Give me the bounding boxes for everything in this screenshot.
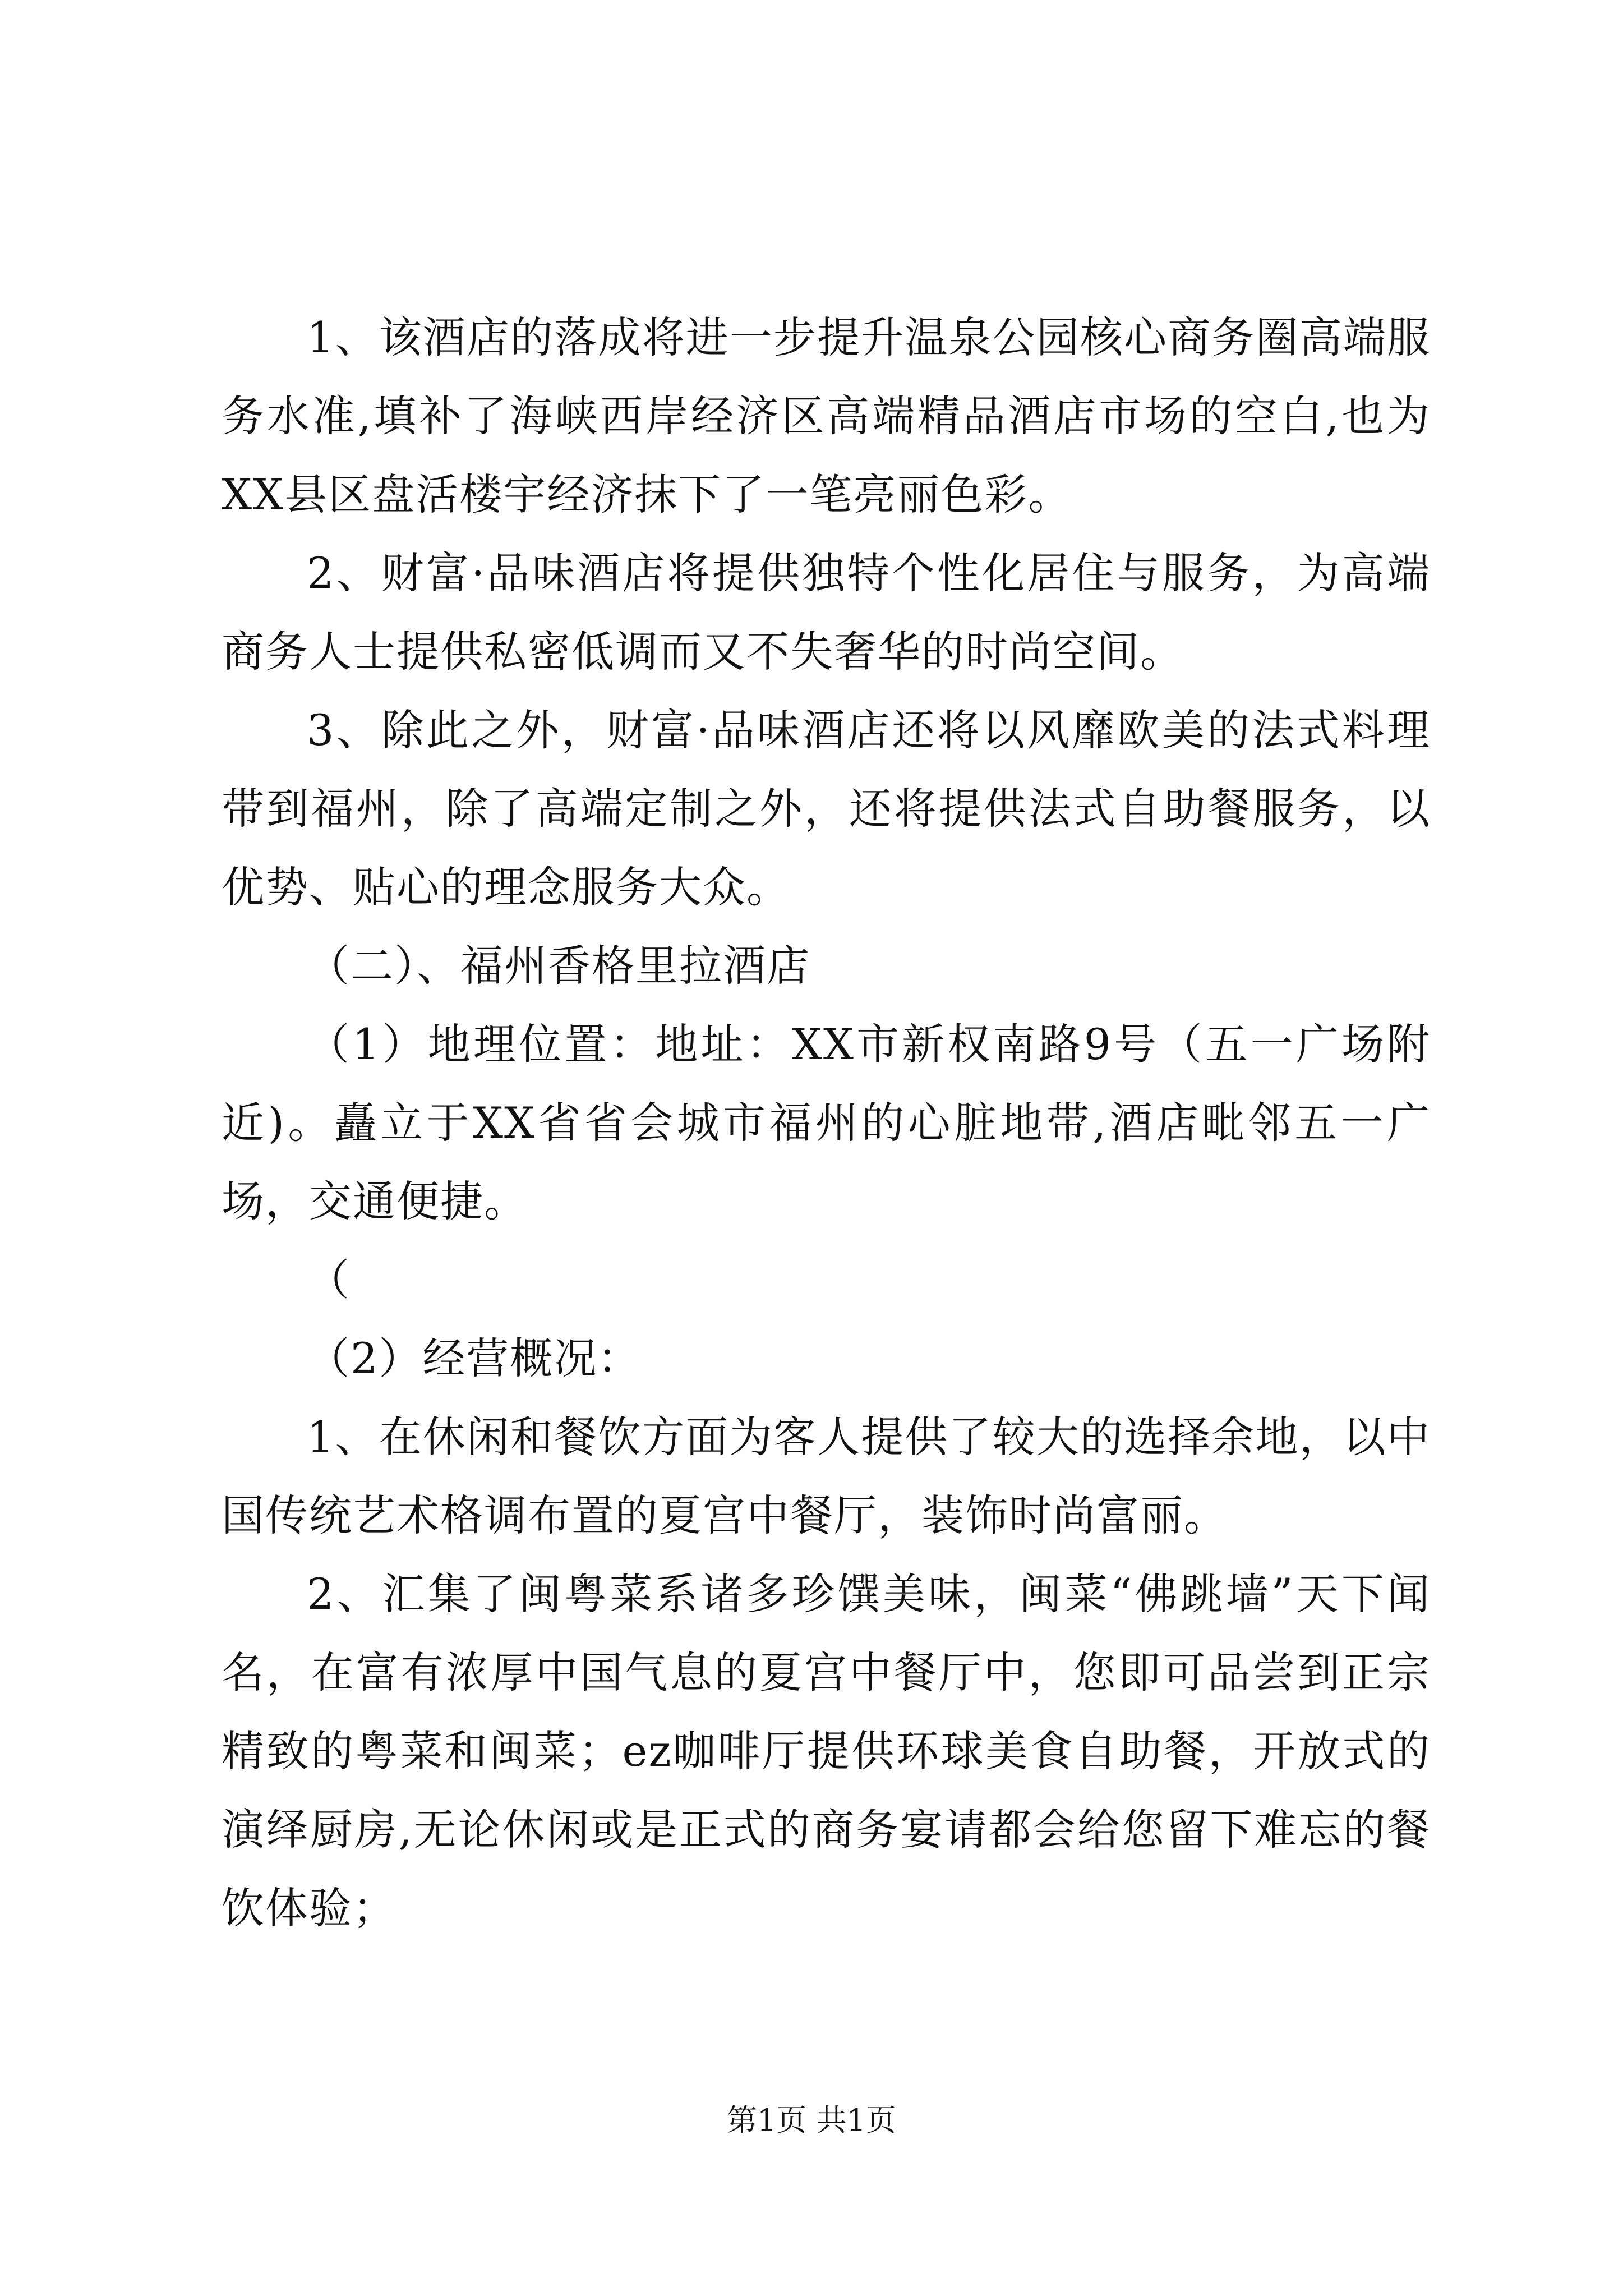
paragraph-overview-2: 2、汇集了闽粤菜系诸多珍馔美味，闽菜“佛跳墙”天下闻名，在富有浓厚中国气息的夏宫中餐厅中，您即可品尝到正宗精致的粤菜和闽菜；ez咖啡厅提供环球美食自助餐，开放式的演绎厨房,无论休闲或是正式的商务宴请都会给您留下难忘的餐饮体验； (222, 1569, 1431, 1933)
section-heading: （二）、福州香格里拉酒店 (307, 941, 810, 991)
paragraph-2: 2、财富·品味酒店将提供独特个性化居住与服务，为高端商务人士提供私密低调而又不失奢华的时尚空间。 (222, 548, 1431, 677)
paragraph-overview-1: 1、在休闲和餐饮方面为客人提供了较大的选择余地，以中国传统艺术格调布置的夏宫中餐厅，装饰时尚富丽。 (222, 1412, 1431, 1540)
document-body (222, 298, 1431, 1948)
paragraph-1: 1、该酒店的落成将进一步提升温泉公园核心商务圈高端服务水准,填补了海峡西岸经济区高端精品酒店市场的空白,也为XX县区盘活楼宇经济抹下了一笔亮丽色彩。 (222, 312, 1431, 519)
paragraph-location: （1）地理位置：地址：XX市新权南路9号（五一广场附近)。矗立于XX省省会城市福州的心脏地带,酒店毗邻五一广场，交通便捷。 (222, 1019, 1431, 1226)
subheading-overview: （2）经营概况： (307, 1333, 642, 1383)
paragraph-3: 3、除此之外，财富·品味酒店还将以风靡欧美的法式料理带到福州，除了高端定制之外，还将提供法式自助餐服务，以优势、贴心的理念服务大众。 (222, 705, 1431, 912)
paragraph-stray-bracket: （ (307, 1255, 351, 1305)
page-footer: 第1页 共1页 (727, 2102, 896, 2138)
